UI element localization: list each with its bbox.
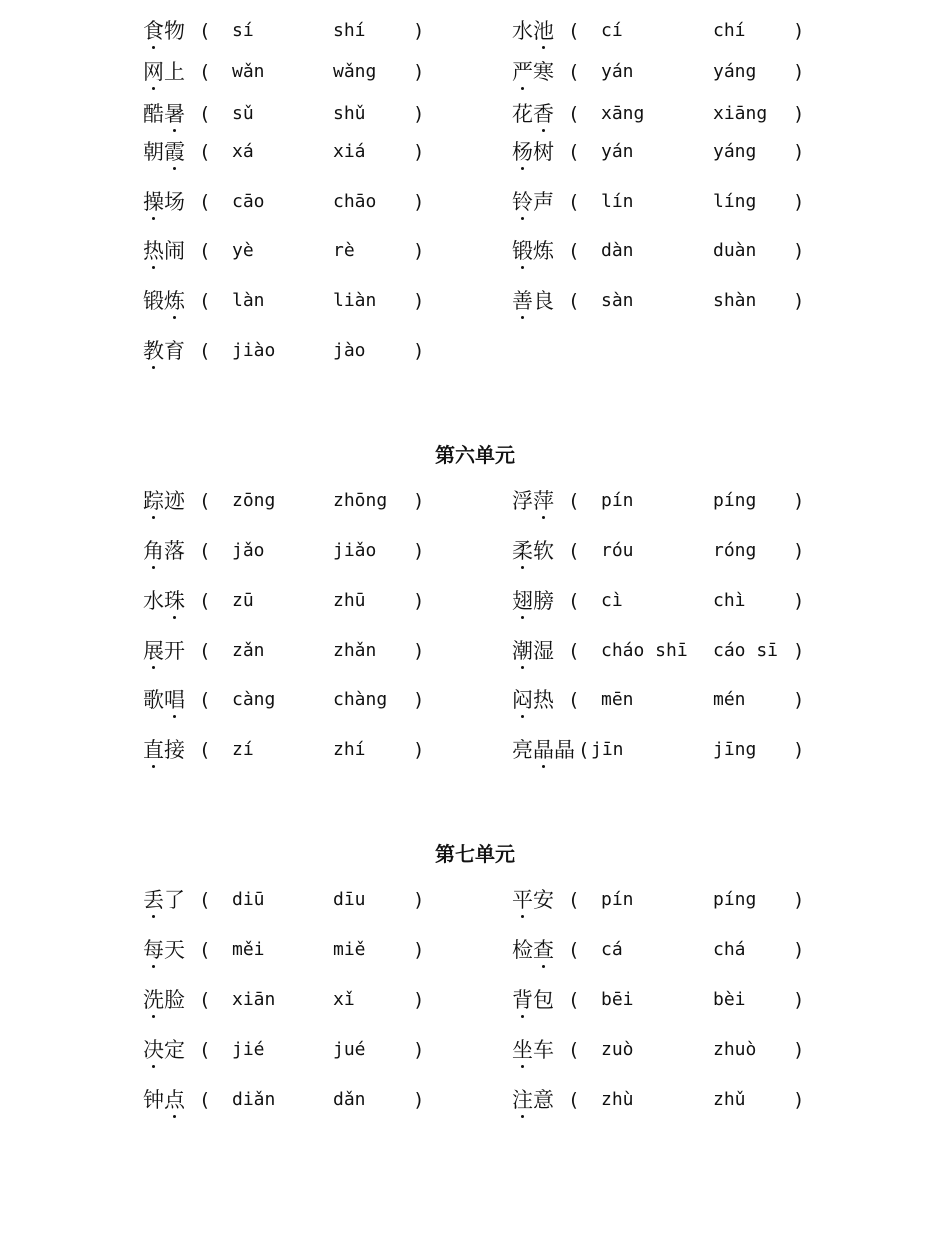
pinyin-option-b: xiāng <box>713 103 768 124</box>
pinyin-option-a: làn <box>232 290 265 311</box>
character: 包 <box>533 988 554 1012</box>
open-paren: ( <box>199 340 211 362</box>
character: 寒 <box>533 60 554 84</box>
character: 了 <box>164 888 185 912</box>
pinyin-option-b: chí <box>713 20 746 41</box>
pinyin-option-a: yán <box>601 141 634 162</box>
pinyin-option-a: sí <box>232 20 254 41</box>
character: 检 <box>512 938 533 962</box>
close-paren: ) <box>413 61 425 83</box>
pinyin-option-b: píng <box>713 490 757 511</box>
character: 安 <box>533 888 554 912</box>
open-paren: ( <box>199 1089 211 1111</box>
marked-character: 萍 <box>533 486 554 516</box>
marked-character: 香 <box>533 99 554 129</box>
word <box>143 636 185 666</box>
pinyin-option-a: pín <box>601 490 634 511</box>
pinyin-option-b: zhǎn <box>333 640 377 661</box>
pinyin-option-a: cāo <box>232 191 265 212</box>
pinyin-option-a: zū <box>232 590 254 611</box>
marked-character: 丢 <box>143 885 164 915</box>
open-paren: ( <box>199 240 211 262</box>
word <box>512 536 554 566</box>
pinyin-option-b: jiǎo <box>333 540 377 561</box>
marked-character: 晶 <box>533 735 554 765</box>
close-paren: ) <box>793 1039 805 1061</box>
character: 良 <box>533 289 554 313</box>
close-paren: ) <box>793 889 805 911</box>
word <box>143 735 185 765</box>
close-paren: ) <box>413 1089 425 1111</box>
open-paren: ( <box>199 540 211 562</box>
pinyin-option-a: yè <box>232 240 254 261</box>
word <box>143 336 185 366</box>
pinyin-option-b: duàn <box>713 240 757 261</box>
pinyin-option-b: liàn <box>333 290 377 311</box>
pinyin-option-a: sǔ <box>232 103 254 124</box>
pinyin-option-b: jué <box>333 1039 366 1060</box>
pinyin-option-a: zuò <box>601 1039 634 1060</box>
word <box>143 486 185 516</box>
marked-character: 善 <box>512 286 533 316</box>
character: 接 <box>164 738 185 762</box>
pinyin-option-b: wǎng <box>333 61 377 82</box>
pinyin-option-b: zhōng <box>333 490 388 511</box>
character: 声 <box>533 190 554 214</box>
word <box>143 16 185 46</box>
open-paren: ( <box>568 540 580 562</box>
marked-character: 操 <box>143 187 164 217</box>
pinyin-option-a: měi <box>232 939 265 960</box>
pinyin-option-a: lín <box>601 191 634 212</box>
pinyin-option-a: cì <box>601 590 623 611</box>
word <box>143 1085 185 1115</box>
pinyin-option-b: róng <box>713 540 757 561</box>
pinyin-option-a: jǎo <box>232 540 265 561</box>
word <box>512 935 554 965</box>
close-paren: ) <box>793 141 805 163</box>
marked-character: 坐 <box>512 1035 533 1065</box>
word <box>143 685 185 715</box>
marked-character: 食 <box>143 16 164 46</box>
word <box>143 57 185 87</box>
open-paren: ( <box>199 141 211 163</box>
character: 育 <box>164 339 185 363</box>
word <box>143 286 185 316</box>
word <box>512 286 554 316</box>
close-paren: ) <box>413 490 425 512</box>
character: 上 <box>164 60 185 84</box>
pinyin-option-a: róu <box>601 540 634 561</box>
close-paren: ) <box>413 290 425 312</box>
pinyin-option-a: jié <box>232 1039 265 1060</box>
open-paren: ( <box>199 290 211 312</box>
open-paren: ( <box>568 490 580 512</box>
word <box>143 187 185 217</box>
marked-character: 踪 <box>143 486 164 516</box>
pinyin-option-a: wǎn <box>232 61 265 82</box>
close-paren: ) <box>793 590 805 612</box>
character: 软 <box>533 539 554 563</box>
marked-character: 展 <box>143 636 164 666</box>
open-paren: ( <box>568 590 580 612</box>
open-paren: ( <box>199 989 211 1011</box>
character: 意 <box>533 1088 554 1112</box>
open-paren: ( <box>568 103 580 125</box>
word <box>512 187 554 217</box>
word <box>143 137 185 167</box>
pinyin-option-b: líng <box>713 191 757 212</box>
open-paren: ( <box>199 889 211 911</box>
character: 落 <box>164 539 185 563</box>
character: 湿 <box>533 639 554 663</box>
pinyin-option-b: dīu <box>333 889 366 910</box>
character: 树 <box>533 140 554 164</box>
marked-character: 珠 <box>164 586 185 616</box>
character: 锻 <box>143 289 164 313</box>
open-paren: ( <box>568 689 580 711</box>
pinyin-option-b: jīng <box>713 739 757 760</box>
pinyin-option-a: jīn <box>591 739 624 760</box>
marked-character: 网 <box>143 57 164 87</box>
pinyin-option-a: pín <box>601 889 634 910</box>
character: 水 <box>143 589 164 613</box>
pinyin-option-b: xiá <box>333 141 366 162</box>
marked-character: 点 <box>164 1085 185 1115</box>
close-paren: ) <box>793 739 805 761</box>
pinyin-option-b: chì <box>713 590 746 611</box>
open-paren: ( <box>199 640 211 662</box>
word <box>143 885 185 915</box>
pinyin-option-b: miě <box>333 939 366 960</box>
marked-character: 炼 <box>164 286 185 316</box>
open-paren: ( <box>568 939 580 961</box>
open-paren: ( <box>199 103 211 125</box>
pinyin-option-a: càng <box>232 689 276 710</box>
pinyin-option-a: bēi <box>601 989 634 1010</box>
open-paren: ( <box>199 61 211 83</box>
pinyin-option-a: yán <box>601 61 634 82</box>
close-paren: ) <box>793 290 805 312</box>
close-paren: ) <box>413 540 425 562</box>
character: 浮 <box>512 489 533 513</box>
open-paren: ( <box>199 590 211 612</box>
open-paren: ( <box>568 191 580 213</box>
pinyin-option-b: zhí <box>333 739 366 760</box>
pinyin-option-b: xǐ <box>333 989 355 1010</box>
open-paren: ( <box>199 939 211 961</box>
pinyin-option-b: bèi <box>713 989 746 1010</box>
pinyin-option-b: mén <box>713 689 746 710</box>
marked-character: 角 <box>143 536 164 566</box>
character: 朝 <box>143 140 164 164</box>
marked-character: 潮 <box>512 636 533 666</box>
open-paren: ( <box>568 640 580 662</box>
pinyin-option-b: zhǔ <box>713 1089 746 1110</box>
close-paren: ) <box>793 103 805 125</box>
word <box>512 685 554 715</box>
pinyin-option-a: cí <box>601 20 623 41</box>
close-paren: ) <box>793 939 805 961</box>
pinyin-option-a: xāng <box>601 103 645 124</box>
character: 车 <box>533 1038 554 1062</box>
marked-character: 霞 <box>164 137 185 167</box>
marked-character: 暑 <box>164 99 185 129</box>
marked-character: 查 <box>533 935 554 965</box>
open-paren: ( <box>568 61 580 83</box>
close-paren: ) <box>413 590 425 612</box>
pinyin-option-b: chàng <box>333 689 388 710</box>
close-paren: ) <box>413 989 425 1011</box>
character: 迹 <box>164 489 185 513</box>
character: 闹 <box>164 239 185 263</box>
open-paren: ( <box>568 1039 580 1061</box>
pinyin-option-a: xá <box>232 141 254 162</box>
close-paren: ) <box>413 739 425 761</box>
pinyin-option-b: píng <box>713 889 757 910</box>
word <box>512 885 554 915</box>
pinyin-option-b: shǔ <box>333 103 366 124</box>
close-paren: ) <box>793 240 805 262</box>
word <box>512 486 554 516</box>
close-paren: ) <box>793 989 805 1011</box>
close-paren: ) <box>793 61 805 83</box>
character: 天 <box>164 938 185 962</box>
close-paren: ) <box>793 640 805 662</box>
pinyin-option-a: sàn <box>601 290 634 311</box>
character: 开 <box>164 639 185 663</box>
close-paren: ) <box>413 191 425 213</box>
pinyin-option-b: shí <box>333 20 366 41</box>
open-paren: ( <box>199 739 211 761</box>
close-paren: ) <box>793 689 805 711</box>
close-paren: ) <box>413 20 425 42</box>
marked-character: 教 <box>143 336 164 366</box>
pinyin-option-a: mēn <box>601 689 634 710</box>
pinyin-option-b: cáo sī <box>713 640 779 661</box>
character: 场 <box>164 190 185 214</box>
character: 酷 <box>143 102 164 126</box>
marked-character: 柔 <box>512 536 533 566</box>
open-paren: ( <box>199 1039 211 1061</box>
marked-character: 杨 <box>512 137 533 167</box>
character: 热 <box>533 688 554 712</box>
word <box>512 1085 554 1115</box>
marked-character: 热 <box>143 236 164 266</box>
pinyin-option-a: diū <box>232 889 265 910</box>
close-paren: ) <box>413 340 425 362</box>
open-paren: ( <box>199 689 211 711</box>
marked-character: 平 <box>512 885 533 915</box>
character: 物 <box>164 19 185 43</box>
pinyin-option-b: zhuò <box>713 1039 757 1060</box>
marked-character: 池 <box>533 16 554 46</box>
word <box>143 586 185 616</box>
close-paren: ) <box>793 1089 805 1111</box>
marked-character: 唱 <box>164 685 185 715</box>
open-paren: ( <box>568 989 580 1011</box>
character: 脸 <box>164 988 185 1012</box>
pinyin-option-b: jào <box>333 340 366 361</box>
marked-character: 铃 <box>512 187 533 217</box>
open-paren: ( <box>578 739 590 761</box>
close-paren: ) <box>413 1039 425 1061</box>
marked-character: 锻 <box>512 236 533 266</box>
pinyin-option-b: rè <box>333 240 355 261</box>
pinyin-option-b: chāo <box>333 191 377 212</box>
section-heading: 第六单元 <box>435 443 515 467</box>
marked-character: 决 <box>143 1035 164 1065</box>
word <box>143 536 185 566</box>
word <box>143 985 185 1015</box>
pinyin-option-b: yáng <box>713 141 757 162</box>
section-heading: 第七单元 <box>435 842 515 866</box>
close-paren: ) <box>413 939 425 961</box>
marked-character: 洗 <box>143 985 164 1015</box>
pinyin-option-a: xiān <box>232 989 276 1010</box>
open-paren: ( <box>568 20 580 42</box>
word <box>512 735 575 765</box>
close-paren: ) <box>413 889 425 911</box>
close-paren: ) <box>793 191 805 213</box>
word <box>512 137 554 167</box>
open-paren: ( <box>199 490 211 512</box>
word <box>512 1035 554 1065</box>
pinyin-option-a: diǎn <box>232 1089 276 1110</box>
word <box>143 236 185 266</box>
word <box>143 99 185 129</box>
word <box>512 236 554 266</box>
close-paren: ) <box>413 103 425 125</box>
character: 定 <box>164 1038 185 1062</box>
word <box>512 985 554 1015</box>
character: 炼 <box>533 239 554 263</box>
character: 歌 <box>143 688 164 712</box>
character: 膀 <box>533 589 554 613</box>
close-paren: ) <box>413 240 425 262</box>
close-paren: ) <box>413 640 425 662</box>
pinyin-option-b: yáng <box>713 61 757 82</box>
pinyin-option-b: chá <box>713 939 746 960</box>
pinyin-option-b: dǎn <box>333 1089 366 1110</box>
pinyin-option-b: shàn <box>713 290 757 311</box>
marked-character: 每 <box>143 935 164 965</box>
close-paren: ) <box>793 490 805 512</box>
character: 水 <box>512 19 533 43</box>
character: 晶 <box>554 738 575 762</box>
pinyin-option-a: cá <box>601 939 623 960</box>
pinyin-option-a: zhù <box>601 1089 634 1110</box>
marked-character: 直 <box>143 735 164 765</box>
marked-character: 注 <box>512 1085 533 1115</box>
word <box>512 57 554 87</box>
word <box>512 16 554 46</box>
word <box>512 99 554 129</box>
marked-character: 严 <box>512 57 533 87</box>
pinyin-option-a: cháo shī <box>601 640 688 661</box>
word <box>512 586 554 616</box>
pinyin-option-a: zǎn <box>232 640 265 661</box>
open-paren: ( <box>568 1089 580 1111</box>
character: 花 <box>512 102 533 126</box>
open-paren: ( <box>568 240 580 262</box>
word <box>143 935 185 965</box>
marked-character: 闷 <box>512 685 533 715</box>
marked-character: 背 <box>512 985 533 1015</box>
pinyin-option-a: dàn <box>601 240 634 261</box>
close-paren: ) <box>793 20 805 42</box>
open-paren: ( <box>568 889 580 911</box>
character: 钟 <box>143 1088 164 1112</box>
close-paren: ) <box>413 689 425 711</box>
open-paren: ( <box>199 191 211 213</box>
pinyin-option-b: zhū <box>333 590 366 611</box>
character: 亮 <box>512 738 533 762</box>
open-paren: ( <box>568 290 580 312</box>
pinyin-option-a: jiào <box>232 340 276 361</box>
open-paren: ( <box>568 141 580 163</box>
word <box>512 636 554 666</box>
close-paren: ) <box>793 540 805 562</box>
pinyin-option-a: zí <box>232 739 254 760</box>
word <box>143 1035 185 1065</box>
pinyin-option-a: zōng <box>232 490 276 511</box>
open-paren: ( <box>199 20 211 42</box>
marked-character: 翅 <box>512 586 533 616</box>
close-paren: ) <box>413 141 425 163</box>
